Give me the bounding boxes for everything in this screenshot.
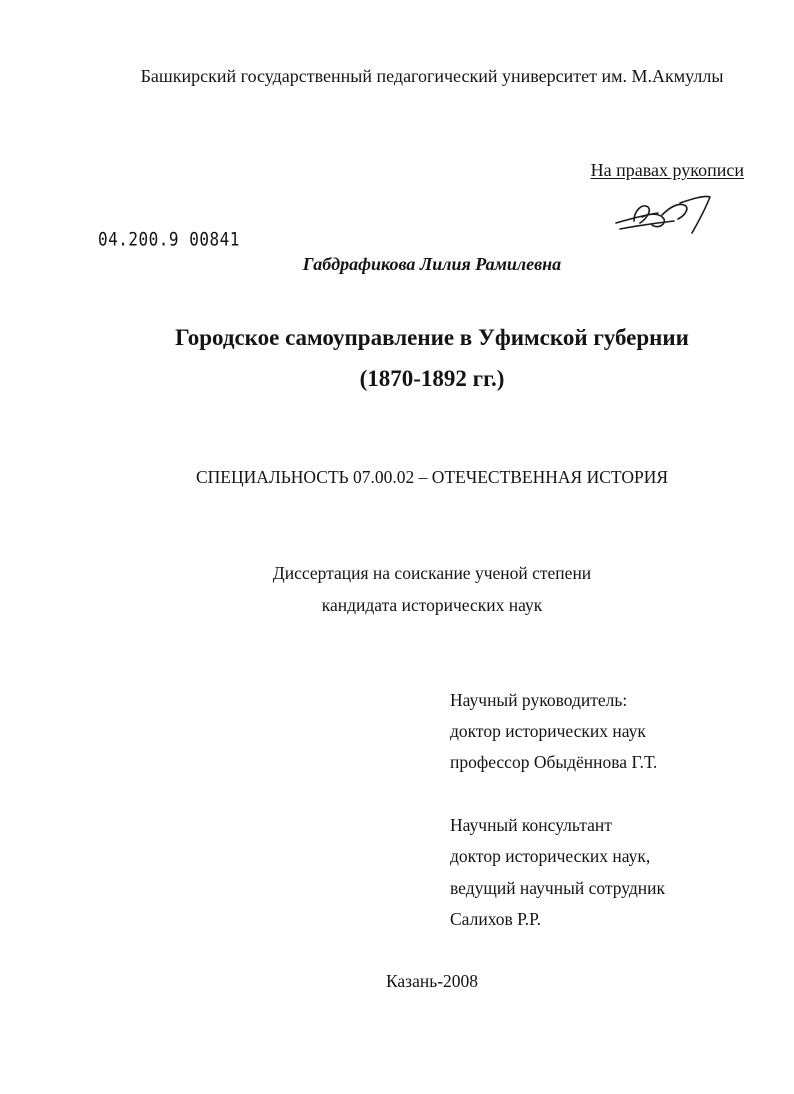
dissertation-title-years: (1870-1892 гг.) [359, 366, 505, 391]
degree-line-2: кандидата исторических наук [321, 595, 543, 615]
specialty: СПЕЦИАЛЬНОСТЬ 07.00.02 – ОТЕЧЕСТВЕННАЯ ИСТОРИЯ [195, 467, 669, 487]
author-name: Габдрафикова Лилия Рамилевна [302, 254, 562, 274]
degree-line-1: Диссертация на соискание ученой степени [272, 563, 592, 583]
archive-stamp-number: 04.200.9 00841 [98, 228, 240, 250]
supervisor-role: Научный руководитель: [450, 690, 628, 710]
supervisor-name: профессор Обыдённова Г.Т. [450, 752, 658, 772]
city-year: Казань-2008 [385, 971, 479, 991]
manuscript-rights-note: На правах рукописи [590, 160, 744, 180]
university-name: Башкирский государственный педагогический университет им. М.Акмуллы [140, 66, 724, 86]
signature-image [612, 193, 712, 239]
consultant-position: ведущий научный сотрудник [450, 878, 666, 898]
consultant-name: Салихов Р.Р. [450, 909, 542, 929]
dissertation-title: Городское самоуправление в Уфимской губернии [175, 325, 689, 350]
consultant-degree: доктор исторических наук, [450, 846, 651, 866]
consultant-role: Научный консультант [450, 815, 612, 835]
supervisor-degree: доктор исторических наук [450, 721, 646, 741]
